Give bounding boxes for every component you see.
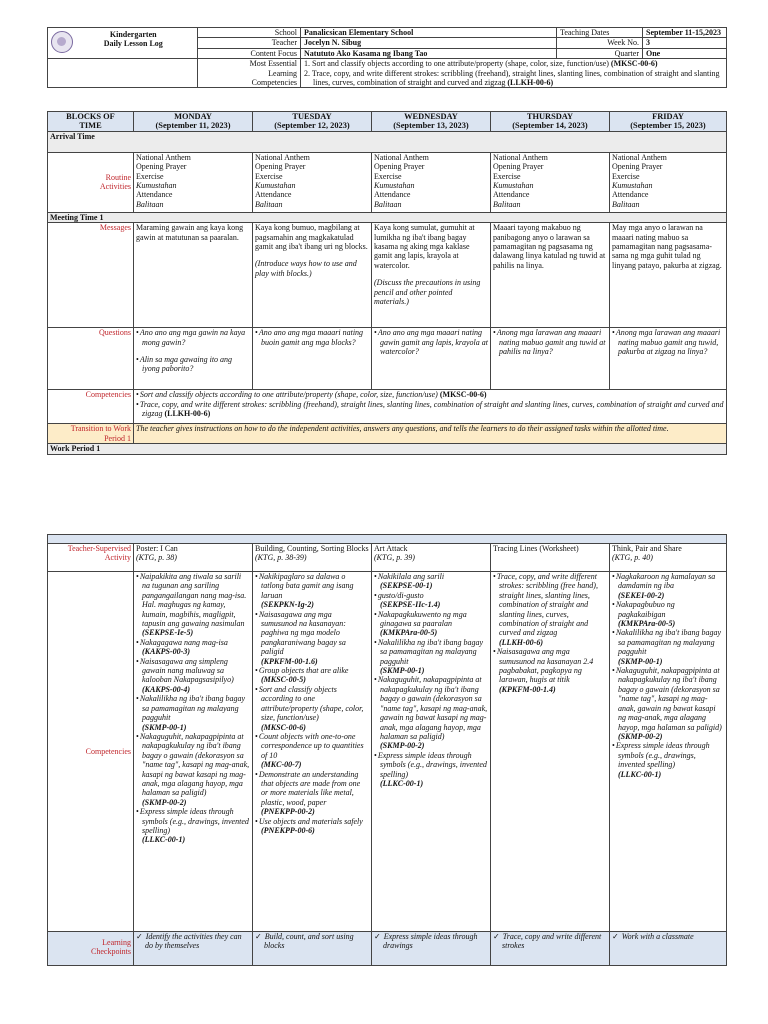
activity-title: Art Attack — [374, 544, 408, 553]
routine-item: Opening Prayer — [612, 162, 663, 172]
day-date: (September 11, 2023) — [155, 121, 231, 131]
header-line: BLOCKS OF — [66, 112, 115, 121]
competency-code: (SEKPKN-Ig-2) — [261, 600, 314, 610]
routine-item: Exercise — [374, 171, 402, 181]
empty-cell — [48, 59, 198, 88]
message-text: Kaya kong sumulat, gumuhit at lumikha ng iba't ibang bagay kasama ng aking mga kaklase gamit ang lapis, krayola at watercolor. — [374, 223, 475, 270]
message-cell — [491, 223, 610, 328]
mel-label-line: Most Essential — [249, 59, 297, 69]
mel-text: 1. Sort and classify objects according to one attribute/property (shape, color, size, function/use) — [304, 59, 609, 69]
day-name: THURSDAY — [526, 112, 574, 121]
teacher-label: Teacher — [198, 38, 301, 48]
questions-label: Questions — [48, 328, 134, 390]
label-line: Transition to Work — [70, 424, 131, 434]
activity-cell — [491, 544, 610, 572]
competency-code: (SEKPSE-00-1) — [380, 581, 433, 591]
message-cell — [610, 223, 727, 328]
activity-cell — [610, 544, 727, 572]
competency-text: Nakapagbubuo ng pagkakaibigan — [615, 600, 675, 619]
competency-text: Naisasagawa ang mga sumusunod na kasanayan: paghiwa ng mga modelo pangkaraniwang bagay sa paligid — [258, 609, 346, 657]
competency-item — [377, 572, 488, 591]
competency-text: Nakaguguhit, nakapagpipinta at nakapagkukulay ng iba't ibang bagay o gawain (dekorasyon sa "name tag", kasapi ng mag-anak, kasapi ng bawat kasapi ng mag-anak, mga alagang hayop, mga halaman sa paligid) — [139, 731, 250, 798]
routine-item: Attendance — [136, 190, 173, 200]
competencies-cell — [134, 390, 727, 424]
teaching-dates-value: September 11-15,2023 — [643, 28, 727, 38]
routine-item: Attendance — [374, 190, 411, 200]
competency-list — [136, 572, 250, 845]
competency-text: Express simple ideas through symbols (e.g., drawings, invented spelling) — [615, 741, 710, 770]
competency-text: Sort and classify objects according to one attribute/property (shape, color, size, function/use) — [258, 684, 364, 723]
questions-cell — [253, 328, 372, 390]
routine-item: Opening Prayer — [374, 162, 425, 172]
checkpoint-item — [612, 932, 724, 941]
competency-item — [615, 628, 724, 666]
label-line: Teacher-Supervised — [67, 544, 131, 553]
checkpoint-cell — [372, 932, 491, 966]
routine-item: Exercise — [255, 171, 283, 181]
routine-cell — [610, 152, 727, 212]
competency-code: (MKSC-00-6) — [261, 722, 306, 732]
competency-code: (LLKH-00-6) — [499, 637, 543, 647]
competency-code: (SEKEI-00-2) — [618, 590, 665, 600]
checkpoint-text: Work with a classmate — [621, 932, 694, 941]
mel-text: 2. Trace, copy, and write different strokes: scribbling (freehand), straight lines, slanting lines, combination of straight and slanting lines, curves, combination of straight and curved and zigzag — [304, 68, 720, 88]
routine-item: National Anthem — [374, 152, 429, 162]
message-cell — [372, 223, 491, 328]
question-item: • Anong mga larawan ang maaari nating mabuo gamit ang tuwid at pahilis na linya? — [499, 328, 607, 356]
competency-list — [612, 572, 724, 779]
routine-item: Balitaan — [612, 199, 640, 209]
message-note: (Introduce ways how to use and play with blocks.) — [255, 259, 357, 278]
blocks-of-time-header — [48, 112, 134, 132]
checkmark-icon — [255, 932, 265, 941]
label-line: Learning — [102, 938, 131, 947]
activity-title: Building, Counting, Sorting Blocks — [255, 544, 369, 553]
checkpoint-text: Express simple ideas through drawings — [383, 932, 478, 951]
competency-code: (MKSC-00-6) — [439, 390, 487, 400]
day-date: (September 13, 2023) — [393, 121, 469, 131]
checkpoint-text: Identify the activities they can do by themselves — [145, 932, 242, 951]
activity-ref: (KTG, p. 38-39) — [255, 553, 307, 563]
mel-code: (MKSC-00-6) — [610, 59, 658, 69]
routine-item: Kumustahan — [255, 181, 296, 191]
routine-item: Attendance — [612, 190, 649, 200]
competencies-label: Competencies — [48, 390, 134, 424]
competency-item — [139, 656, 250, 695]
routine-item: Balitaan — [374, 199, 402, 209]
routine-item: Kumustahan — [493, 181, 534, 191]
competency-text: gusto/di-gusto — [377, 590, 424, 600]
week-label: Week No. — [557, 38, 643, 48]
question-item: • Ano ano ang mga maaari nating gawin gamit ang lapis, krayola at watercolor? — [380, 328, 488, 356]
competency-code: (PNEKPP-00-6) — [261, 825, 315, 835]
routine-item: Exercise — [612, 171, 640, 181]
mel-code: (LLKH-00-6) — [507, 78, 554, 88]
competency-item — [615, 600, 724, 629]
competency-item — [258, 572, 369, 610]
competency-item — [615, 572, 724, 600]
routine-item: Attendance — [493, 190, 530, 200]
activity-title: Tracing Lines (Worksheet) — [493, 544, 579, 553]
activity-ref: (KTG, p. 39) — [374, 553, 415, 563]
competency-text: Trace, copy, and write different strokes: scribbling (freehand), straight lines, slanting lines, combination of straight and slanting lines, curves, combination of straight and curved and zigzag — [139, 399, 724, 419]
activity-title: Poster: I Can — [136, 544, 178, 553]
competency-text: Nakalilikha ng iba't ibang bagay sa pamamagitan ng malayang pagguhit — [377, 637, 484, 666]
competency-text: Nakalilikha ng iba't ibang bagay sa pamamagitan ng malayang pagguhit — [615, 628, 722, 657]
day-header-tuesday — [253, 112, 372, 132]
competency-code: (MKSC-00-5) — [261, 675, 306, 685]
routine-item: National Anthem — [255, 152, 310, 162]
competency-item — [615, 741, 724, 779]
competencies-list-cell — [253, 572, 372, 932]
school-value: Panalicsican Elementary School — [301, 28, 557, 38]
checkpoint-text: Build, count, and sort using blocks — [264, 932, 354, 951]
week-value: 3 — [643, 38, 727, 48]
competency-item — [139, 399, 724, 419]
competency-code: (LLKC-00-1) — [618, 769, 662, 779]
checkmark-icon — [136, 932, 146, 941]
message-cell — [134, 223, 253, 328]
day-name: TUESDAY — [292, 112, 332, 121]
daily-lesson-log-label: Daily Lesson Log — [103, 39, 163, 49]
questions-cell — [491, 328, 610, 390]
routine-item: Attendance — [255, 190, 292, 200]
transition-label — [48, 424, 134, 444]
checkmark-icon — [374, 932, 384, 941]
label-line: Activity — [104, 553, 131, 563]
competency-item — [377, 637, 488, 676]
competency-item — [139, 637, 250, 657]
questions-cell — [372, 328, 491, 390]
competency-code: (SKMP-00-2) — [380, 741, 425, 751]
competency-code: (SKMP-00-1) — [618, 656, 663, 666]
routine-cell — [491, 152, 610, 212]
competency-item — [377, 750, 488, 789]
competencies-list-cell — [134, 572, 253, 932]
day-name: FRIDAY — [652, 112, 684, 121]
competency-item — [258, 731, 369, 770]
competency-code: (KPKFM-00-1.6) — [261, 656, 318, 666]
message-note: (Discuss the precautions in using pencil and other pointed materials.) — [374, 278, 481, 307]
competency-item — [139, 572, 250, 638]
day-name: MONDAY — [174, 112, 212, 121]
schedule-table-top — [47, 111, 726, 455]
lesson-log-header — [47, 27, 726, 88]
routine-activities-label — [48, 152, 134, 212]
competency-code: (LLKH-00-6) — [164, 409, 211, 419]
message-cell — [253, 223, 372, 328]
question-item: • Ano ano ang mga maaari nating buoin gamit ang mga blocks? — [261, 328, 369, 347]
meeting-time-section: Meeting Time 1 — [48, 212, 727, 222]
competency-code: (KMKPAra-00-5) — [618, 619, 676, 629]
routine-item: Opening Prayer — [493, 162, 544, 172]
label-line: Period 1 — [104, 433, 131, 443]
routine-item: Balitaan — [136, 199, 164, 209]
quarter-label: Quarter — [557, 48, 643, 58]
routine-item: Kumustahan — [612, 181, 653, 191]
competencies-label-2: Competencies — [48, 572, 134, 932]
routine-cell — [134, 152, 253, 212]
competency-text: Sort and classify objects according to one attribute/property (shape, color, size, function/use) — [139, 390, 438, 400]
competency-item — [258, 769, 369, 817]
checkpoint-text: Trace, copy and write different strokes — [502, 932, 602, 951]
day-date: (September 12, 2023) — [274, 121, 350, 131]
day-date: (September 15, 2023) — [630, 121, 706, 131]
checkpoint-item — [493, 932, 607, 951]
competency-code: (LLKC-00-1) — [142, 835, 186, 845]
mel-label-line: Competencies — [251, 78, 297, 88]
competency-code: (SKMP-00-2) — [618, 731, 663, 741]
competency-item — [139, 731, 250, 807]
competency-item — [258, 684, 369, 732]
competency-code: (SKMP-00-2) — [142, 797, 187, 807]
checkpoint-item — [136, 932, 250, 951]
mel-label — [198, 59, 301, 88]
messages-label: Messages — [48, 223, 134, 328]
deped-seal-icon — [51, 31, 73, 53]
competency-code: (LLKC-00-1) — [380, 778, 424, 788]
activity-cell — [134, 544, 253, 572]
competency-text: Nakagagawa nang mag-isa — [139, 637, 228, 647]
routine-item: Kumustahan — [374, 181, 415, 191]
activity-ref: (KTG, p. 40) — [612, 553, 653, 563]
competency-item — [139, 807, 250, 845]
activity-cell — [253, 544, 372, 572]
teacher-supervised-label — [48, 544, 134, 572]
routine-item: Exercise — [493, 171, 521, 181]
label-line: Routine — [105, 172, 131, 182]
quarter-value: One — [643, 48, 727, 58]
checkmark-icon — [612, 932, 622, 941]
checkpoint-item — [374, 932, 488, 951]
competency-text: Nakalilikha ng iba't ibang bagay sa pamamagitan ng malayang pagguhit — [139, 694, 246, 723]
competency-item — [258, 816, 369, 836]
school-label: School — [198, 28, 301, 38]
competency-text: Nakapagkukuwento ng mga ginagawa sa paaralan — [377, 609, 467, 629]
checkpoint-cell — [610, 932, 727, 966]
routine-item: National Anthem — [612, 152, 667, 162]
competency-code: (SKMP-00-1) — [380, 666, 425, 676]
competency-text: Use objects and materials safely — [258, 816, 363, 826]
work-period-section: Work Period 1 — [48, 444, 727, 454]
competency-item — [377, 609, 488, 638]
competency-code: (MKC-00-7) — [261, 760, 302, 770]
routine-item: Balitaan — [493, 199, 521, 209]
schedule-table-bottom — [47, 534, 726, 966]
content-focus-label: Content Focus — [198, 48, 301, 58]
competency-text: Naisasagawa ang simpleng gawain nang maluwag sa kalooban Nakapagsasipilyo) — [139, 656, 234, 685]
activity-cell — [372, 544, 491, 572]
activity-ref: (KTG, p. 38) — [136, 553, 177, 563]
message-text: Maaari tayong makabuo ng panibagong anyo o larawan sa pamamagitan ng pagsasama ng dalawang linya katulad ng tuwid at pahilis na linya. — [493, 223, 606, 270]
competency-list — [493, 572, 607, 694]
questions-cell — [134, 328, 253, 390]
mel-item — [304, 69, 723, 88]
routine-item: National Anthem — [493, 152, 548, 162]
routine-item: National Anthem — [136, 152, 191, 162]
checkpoint-cell — [134, 932, 253, 966]
question-item: • Alin sa mga gawaing ito ang iyong paborito? — [142, 355, 250, 374]
competency-text: Express simple ideas through symbols (e.g., drawings, invented spelling) — [139, 807, 249, 835]
competency-item — [377, 675, 488, 751]
mel-list — [301, 59, 727, 88]
competency-item — [258, 609, 369, 666]
log-title — [70, 28, 198, 59]
competency-code: (KAKPS-00-3) — [142, 647, 190, 657]
label-line: Activities — [99, 182, 131, 192]
competency-text: Trace, copy, and write different strokes: scribbling (free hand), straight lines, slanting lines, combination of straight and slanting lines, curves, combination of straight and curved and zigzag — [496, 572, 598, 638]
routine-item: Opening Prayer — [255, 162, 306, 172]
checkpoint-item — [255, 932, 369, 951]
competency-item — [496, 647, 607, 694]
message-text: Maraming gawain ang kaya kong gawin at matutunan sa paaralan. — [136, 223, 244, 242]
mel-label-line: Learning — [268, 68, 297, 78]
routine-cell — [253, 152, 372, 212]
deped-seal-cell — [48, 28, 70, 59]
competency-text: Demonstrate an understanding that objects are made from one or more materials like metal, plastic, wood, paper — [258, 769, 361, 807]
mel-item — [304, 59, 723, 68]
competencies-list-cell — [491, 572, 610, 932]
day-header-wednesday — [372, 112, 491, 132]
competency-item — [258, 666, 369, 685]
day-header-thursday — [491, 112, 610, 132]
message-text: May mga anyo o larawan na maaari nating mabuo sa pamamagitan nang pagsasama-sama ng mga guhit tulad ng linyang patayo, pakurba at zigzag. — [612, 223, 722, 270]
competency-text: Nakaguguhit, nakapagpipinta at nakapagkukulay ng iba't ibang bagay o gawain (dekorasyon sa "name tag", kasapi ng mag-anak, gawain ng bawat kasapi ng mag-anak, mga alagang hayop, mga halaman sa paligid) — [377, 675, 488, 741]
competencies-list-cell — [372, 572, 491, 932]
day-name: WEDNESDAY — [404, 112, 458, 121]
routine-item: Opening Prayer — [136, 162, 187, 172]
competency-text: Nakikilala ang sarili — [377, 572, 445, 581]
competency-item — [615, 666, 724, 741]
routine-item: Kumustahan — [136, 181, 177, 191]
competency-code: (SKMP-00-1) — [142, 722, 187, 732]
questions-cell — [610, 328, 727, 390]
competency-text: Naipakikita ang tiwala sa sarili na tugunan ang sariling pangangailangan nang mag-isa. Hal. maghugas ng kamay, kumain, magbihis, magligpit, tapusin ang gawaing nasimulan — [139, 572, 247, 629]
routine-item: Balitaan — [255, 199, 283, 209]
competencies-list-cell — [610, 572, 727, 932]
question-item: • Anong mga larawan ang maaari nating mabuo gamit ang tuwid, pakurba at zigzag na linya? — [618, 328, 724, 356]
competency-text: Group objects that are alike — [258, 666, 349, 676]
competency-code: (KPKFM-00-1.4) — [499, 684, 556, 694]
competency-text: Express simple ideas through symbols (e.g., drawings, invented spelling) — [377, 750, 487, 779]
day-date: (September 14, 2023) — [512, 121, 588, 131]
competency-code: (KMKPAra-00-5) — [380, 628, 438, 638]
routine-cell — [372, 152, 491, 212]
competency-code: (KAKPS-00-4) — [142, 684, 190, 694]
competency-list — [255, 572, 369, 835]
table-top-band — [48, 535, 727, 544]
question-item: • Ano ano ang mga gawin na kaya mong gawin? — [142, 328, 250, 347]
competency-text: Naisasagawa ang mga sumusunod na kasanayan 2.4 pagbabakat, pagkopya ng larawan, hugis at titik — [496, 647, 594, 685]
label-line: Checkpoints — [91, 947, 131, 957]
activity-title: Think, Pair and Share — [612, 544, 682, 553]
competency-item — [139, 694, 250, 732]
transition-text: The teacher gives instructions on how to do the independent activities, answers any questions, and tells the learners to do their assigned tasks within the allotted time. — [134, 424, 727, 444]
competency-code: (PNEKPP-00-2) — [261, 807, 315, 817]
competency-item — [139, 390, 724, 400]
learning-checkpoints-label — [48, 932, 134, 966]
message-text: Kaya kong bumuo, magbilang at pagsamahin ang magkakatulad gamit ang iba't ibang uri ng blocks. — [255, 223, 368, 252]
competency-text: Nagkakaroon ng kamalayan sa damdamin ng iba — [615, 572, 716, 591]
day-header-monday — [134, 112, 253, 132]
competency-code: (SEKPSE-Ie-5) — [142, 628, 194, 638]
competency-text: Nakikipaglaro sa dalawa o tatlong bata gamit ang isang laruan — [258, 572, 354, 600]
competency-item — [377, 590, 488, 610]
competency-code: (SEKPSE-IIc-1.4) — [380, 600, 441, 610]
competency-text: Count objects with one-to-one correspondence up to quantities of 10 — [258, 731, 364, 760]
content-focus-value: Natututo Ako Kasama ng Ibang Tao — [301, 48, 557, 58]
kindergarten-label: Kindergarten — [109, 30, 157, 39]
teaching-dates-label: Teaching Dates — [557, 28, 643, 38]
day-header-friday — [610, 112, 727, 132]
teacher-value: Jocelyn N. Sibug — [301, 38, 557, 48]
arrival-time-section: Arrival Time — [48, 131, 727, 152]
competency-list — [374, 572, 488, 788]
checkmark-icon — [493, 932, 503, 941]
routine-item: Exercise — [136, 171, 164, 181]
competency-text: Nakaguguhit, nakapagpipinta at nakapagkukulay ng iba't ibang bagay o gawain (dekorasyon sa "name tag", kasapi ng mag-anak, gawain ng bawat kasapi ng mag-anak, mga alagang hayop, mga halaman sa paligid) — [615, 666, 722, 732]
competency-item — [496, 572, 607, 647]
checkpoint-cell — [491, 932, 610, 966]
header-line: TIME — [79, 121, 102, 131]
checkpoint-cell — [253, 932, 372, 966]
